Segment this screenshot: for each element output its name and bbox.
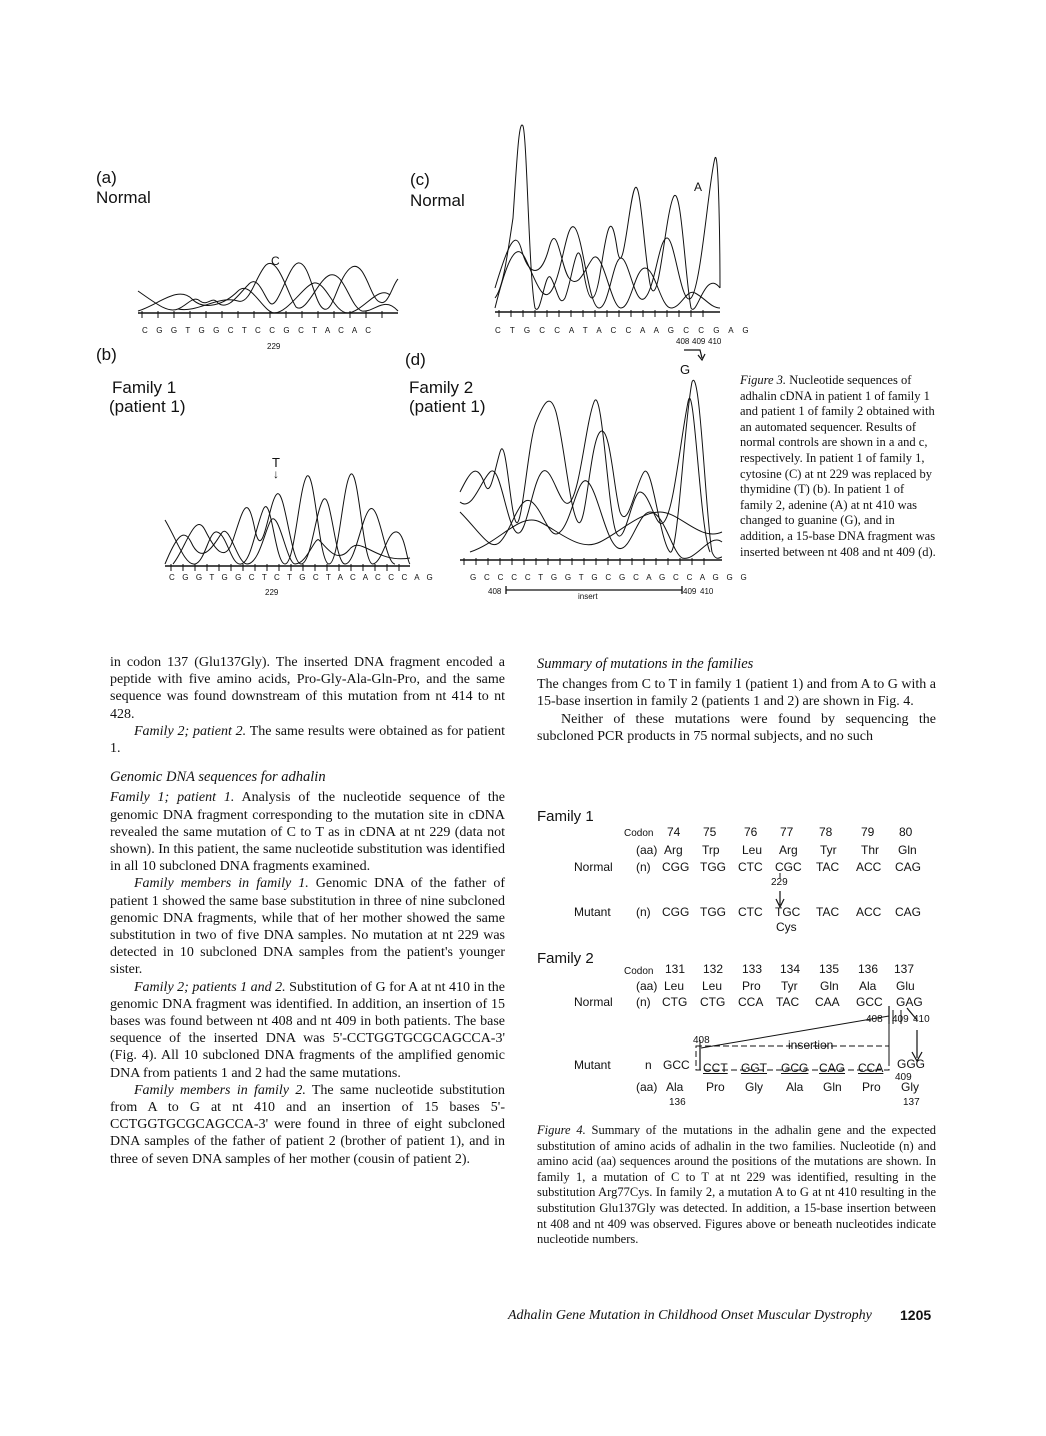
paragraph-normal-subjects: Neither of these mutations were found by sequencing the subcloned PCR products in 75 normal subjects, and no such — [537, 711, 936, 744]
family-1-aa: Trp — [702, 843, 720, 857]
panel-a-position: 229 — [267, 342, 281, 351]
figure-3-caption-label: Figure 3. — [740, 373, 787, 387]
paragraph-text: The same nucleotide substitution from A to G at nt 410 and an insertion of 15 bases 5'-CCTGGTGCGCAGCCA-3' were found in three of eight subcloned DNA samples of the father of patient 2 (brother of patient 1), and in three of seven DNA samples of her mother (cousin of patient 2). — [110, 1082, 505, 1167]
family-2-insert-codon: GCG — [781, 1061, 809, 1075]
panel-a-sequence: C G G T G G C T C C G C T A C A C — [142, 326, 375, 335]
paragraph-lead: Family 2; patients 1 and 2. — [134, 979, 286, 995]
family-1-codon-label: Codon — [624, 828, 654, 839]
left-column — [110, 654, 505, 1168]
family-2-insert-codon: CCT — [703, 1061, 728, 1075]
paragraph-family1-patient1 — [110, 789, 505, 875]
paragraph-text: Substitution of G for A at nt 410 in the genomic DNA fragment was identified. In addition, an insertion of 15 bases was found between nt 408 and nt 409 in both patients. The base sequence of the inserted DNA was 5'-CCTGGTGCGCAGCCA-3' (Fig. 4). All 10 subcloned DNA fragments of the amplified genomic DNA from patients 1 and 2 had the same mutations. — [110, 979, 505, 1081]
family-1-normal-n: TGG — [700, 860, 726, 874]
panel-c-pos-408: 408 — [676, 337, 690, 346]
family-2-insert-codon: CAG — [819, 1061, 846, 1075]
family-2-normal-n: CAA — [815, 995, 840, 1009]
panel-b-peak-label: T — [272, 455, 280, 470]
family-2-mutant-aa: Pro — [706, 1080, 725, 1094]
panel-b-subtitle: (patient 1) — [109, 397, 186, 416]
panel-d-title: Family 2 — [409, 378, 474, 397]
paragraph-codon-137: in codon 137 (Glu137Gly). The inserted DNA fragment encoded a peptide with five amino acids, Pro-Gly-Ala-Gln-Pro, and the same sequence was found downstream of this mutation from nt 414 to nt 428. — [110, 655, 505, 722]
family-2-normal-n: GAG — [896, 995, 923, 1009]
figure-4-caption-text: Summary of the mutations in the adhalin gene and the expected substitution of amino acids of adhalin in the two families. Nucleotide (n) and amino acid (aa) sequences around the positions of the mutations are shown. In family 1, a mutation of C to T at nt 229 was identified, resulting in the substitution Arg77Cys. In family 2, a mutation A to G at nt 410 resulting in the substitution Glu137Gly was detected. In addition, a 15-base insertion between nt 408 and nt 409 was observed. Figures above or beneath nucleotides indicate nucleotide numbers. — [537, 1123, 936, 1247]
panel-b-sequence: C G G T G G C T C T G C T A C A C C C A G — [169, 573, 436, 582]
family-1-n-label: (n) — [636, 905, 651, 919]
family-2-codon: 134 — [780, 962, 801, 976]
family-1-codon: 74 — [667, 825, 681, 839]
panel-d-letter: (d) — [405, 350, 426, 369]
panel-b-position: 229 — [265, 588, 279, 597]
paragraph-text: Analysis of the nucleotide sequence of the genomic DNA fragment corresponding to the mutation site in cDNA revealed the same mutation of C to T as in cDNA at nt 229 (data not shown). In this patient, the same nucleotide substitution was identified in all 10 subcloned DNA fragments examined. — [110, 790, 506, 875]
family-1-mutant-n: ACC — [856, 905, 882, 919]
family-2-codon: 133 — [742, 962, 763, 976]
family-1-mutant-n: CGG — [662, 905, 690, 919]
family-2-insertion-label: insertion — [788, 1038, 834, 1052]
panel-d-insert-label: insert — [578, 592, 598, 601]
paragraph-family2-patients — [110, 979, 505, 1082]
family-2-normal-n: CTG — [700, 995, 726, 1009]
family-1-normal-n: CTC — [738, 860, 763, 874]
panel-b-chromatogram — [165, 470, 410, 572]
paragraph-text: Genomic DNA of the father of patient 1 showed the same base substitution in three of nine subcloned genomic DNA fragments, while that of her mother showed the same substitution in two of five DNA samples. No mutation at nt 229 was detected in 10 subcloned DNA samples from the patient's younger sister. — [110, 876, 505, 978]
family-2-codon: 136 — [858, 962, 879, 976]
family-1-codon: 80 — [899, 825, 913, 839]
panel-b-title: Family 1 — [112, 378, 177, 397]
family-2-insert-codon: CCA — [858, 1061, 884, 1075]
family-1-codon: 77 — [780, 825, 794, 839]
panel-a-letter: (a) — [96, 168, 117, 187]
figure-3-caption-text: Nucleotide sequences of adhalin cDNA in patient 1 of family 1 and patient 1 of family 2 obtained with an automated sequencer. Results of normal controls are shown in a and c, respectively. In patient 1 of family 1, cytosine (C) at nt 229 was replaced by thymidine (T) (b). In patient 1 of family 2, adenine (A) at nt 410 was changed to guanine (G), and in addition, a 15-base DNA fragment was inserted between nt 408 and nt 409 (d). — [740, 373, 936, 559]
family-1-mutant-n: TGG — [700, 905, 726, 919]
family-2-mutant-last: GGG — [897, 1057, 926, 1071]
family-1-aa: Leu — [742, 843, 763, 857]
panel-c-title: Normal — [410, 191, 465, 210]
panel-c-pos-410: 410 — [708, 337, 722, 346]
family-1-normal-n: CGC — [775, 860, 802, 874]
family-1-mutant-aa: Cys — [776, 920, 797, 934]
panel-d-pos-409: 409 — [683, 587, 697, 596]
figure-3-caption — [740, 373, 936, 560]
panel-c-sequence: C T G C C A T A C C A A G C C G A G — [495, 326, 753, 335]
family-2-normal-n: CCA — [738, 995, 764, 1009]
family-1-aa: Gln — [898, 843, 917, 857]
family-2-codon: 135 — [819, 962, 840, 976]
family-1-position: 229 — [771, 877, 788, 888]
panel-a-peak-label: C — [271, 254, 280, 268]
family-1-normal-n: TAC — [816, 860, 840, 874]
family-1-normal-label: Normal — [574, 860, 613, 874]
family-2-mutant-pos-409: 409 — [895, 1072, 912, 1083]
family-2-aa: Ala — [859, 979, 877, 993]
family-1-aa: Arg — [664, 843, 683, 857]
family-2-mutant-aa: Ala — [666, 1080, 684, 1094]
paragraph-summary: The changes from C to T in family 1 (patient 1) and from A to G with a 15-base insertion in family 2 (patients 1 and 2) are shown in Fig. 4. — [537, 677, 936, 710]
paragraph-family2-members — [110, 1082, 505, 1168]
family-1-codon: 76 — [744, 825, 758, 839]
panel-c-letter: (c) — [410, 170, 430, 189]
family-2-mutant-aa: Gln — [823, 1080, 842, 1094]
family-1-n-label: (n) — [636, 860, 651, 874]
family-1-mutant-n: TGC — [775, 905, 801, 919]
panel-d-subtitle: (patient 1) — [409, 397, 486, 416]
panel-b-letter: (b) — [96, 345, 117, 364]
family-2-mutant-aa: Gly — [901, 1080, 919, 1094]
figure-4-caption — [537, 1123, 936, 1248]
panel-d-peak-label: G — [680, 362, 691, 377]
family-2-normal-n: GCC — [856, 995, 883, 1009]
family-2-mutant-codon-last: 137 — [903, 1097, 920, 1108]
panel-d-chromatogram — [460, 362, 722, 572]
family-2-mutant-aa: Ala — [786, 1080, 804, 1094]
panel-c-chromatogram — [495, 118, 720, 328]
family-1-mutant-label: Mutant — [574, 905, 611, 919]
family-2-mutant-aa: Gly — [745, 1080, 763, 1094]
family-2-codon: 132 — [703, 962, 724, 976]
family-2-insert-codon: GGT — [741, 1061, 767, 1075]
family-2-pos-409: 409 — [892, 1014, 909, 1025]
family-1-mutant-n: TAC — [816, 905, 840, 919]
family-1-aa-label: (aa) — [636, 843, 658, 857]
family-2-title: Family 2 — [537, 950, 594, 967]
family-1-aa: Thr — [861, 843, 879, 857]
panel-a-title: Normal — [96, 188, 151, 207]
page-number: 1205 — [900, 1307, 932, 1323]
paragraph-lead: Family 1; patient 1. — [110, 790, 235, 806]
family-2-mutant-label: Mutant — [574, 1058, 611, 1072]
paragraph-family2-patient2 — [110, 723, 505, 757]
down-arrow-icon: ↓ — [273, 467, 279, 481]
panel-a-chromatogram — [138, 255, 398, 325]
family-2-mutant-first: GCC — [663, 1058, 690, 1072]
family-1-normal-n: ACC — [856, 860, 882, 874]
family-2-aa: Glu — [896, 979, 915, 993]
family-2-codon-label: Codon — [624, 966, 654, 977]
family-2-mutant-aa: Pro — [862, 1080, 881, 1094]
family-2-mutant-codon-first: 136 — [669, 1097, 686, 1108]
family-2-n-label: (n) — [636, 995, 651, 1009]
family-2-aa-label: (aa) — [636, 979, 658, 993]
family-2-aa: Gln — [820, 979, 839, 993]
family-2-aa: Leu — [702, 979, 723, 993]
family-1-codon: 79 — [861, 825, 875, 839]
family-1-title: Family 1 — [537, 808, 594, 825]
bent-arrow-icon — [682, 348, 708, 362]
family-2-aa: Pro — [742, 979, 761, 993]
running-title: Adhalin Gene Mutation in Childhood Onset Muscular Dystrophy — [508, 1308, 872, 1323]
panel-d-pos-408: 408 — [488, 587, 502, 596]
family-2-codon: 131 — [665, 962, 686, 976]
family-2-aa: Leu — [664, 979, 685, 993]
paragraph-lead: Family members in family 1. — [134, 876, 309, 892]
family-2-mutant-pos-408: 408 — [693, 1035, 710, 1046]
panel-c-pos-409: 409 — [692, 337, 706, 346]
family-1-aa: Tyr — [820, 843, 837, 857]
paragraph-family1-members — [110, 875, 505, 978]
panel-d-pos-410: 410 — [700, 587, 714, 596]
family-1-codon: 78 — [819, 825, 833, 839]
family-1-mutant-n: CAG — [895, 905, 922, 919]
family-2-normal-n: CTG — [662, 995, 688, 1009]
paragraph-lead: Family members in family 2. — [134, 1082, 306, 1098]
family-2-mutant-aa-label: (aa) — [636, 1080, 658, 1094]
section-heading-summary: Summary of mutations in the families — [537, 656, 754, 672]
family-1-normal-n: CAG — [895, 860, 922, 874]
family-2-pos-410: 410 — [913, 1014, 930, 1025]
family-1-mutant-n: CTC — [738, 905, 763, 919]
family-2-normal-label: Normal — [574, 995, 613, 1009]
right-column — [537, 656, 936, 745]
family-1-normal-n: CGG — [662, 860, 690, 874]
panel-c-peak-label: A — [694, 180, 703, 194]
section-heading-genomic: Genomic DNA sequences for adhalin — [110, 769, 326, 786]
family-1-aa: Arg — [779, 843, 798, 857]
family-2-mutant-n-label: n — [645, 1058, 652, 1072]
family-2-aa: Tyr — [781, 979, 798, 993]
family-2-codon: 137 — [894, 962, 915, 976]
family-2-normal-n: TAC — [776, 995, 800, 1009]
family-1-codon: 75 — [703, 825, 717, 839]
family-2-pos-408: 408 — [866, 1014, 883, 1025]
panel-d-sequence: G C C C C T G G T G C G C A G C C A G G G — [470, 573, 750, 582]
paragraph-text: The same results were obtained as for patient 1. — [110, 723, 505, 757]
figure-4-caption-label: Figure 4. — [537, 1123, 586, 1137]
paragraph-lead: Family 2; patient 2. — [134, 723, 247, 739]
